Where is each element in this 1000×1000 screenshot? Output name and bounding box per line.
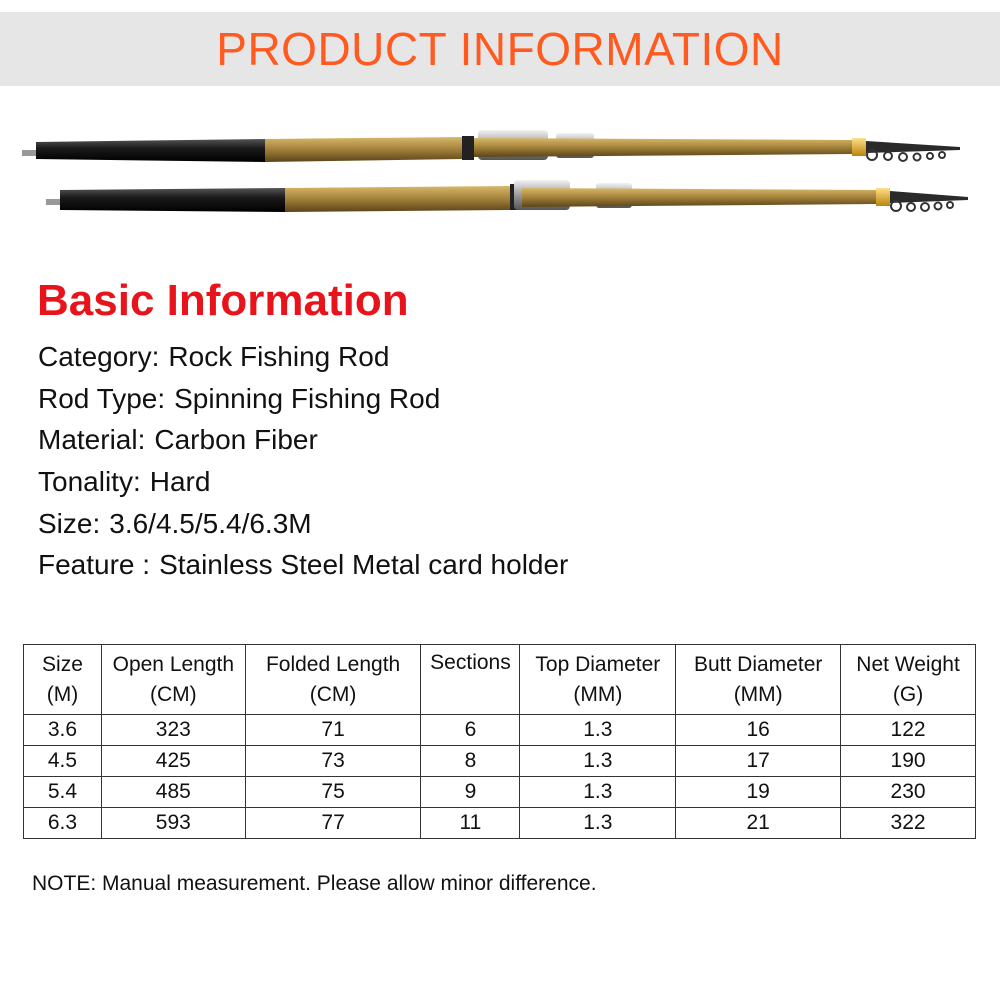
cell-net-weight: 190 xyxy=(841,746,976,777)
info-line-material: Material: Carbon Fiber xyxy=(38,424,318,456)
cell-butt-diameter: 21 xyxy=(676,808,841,839)
cell-butt-diameter: 19 xyxy=(676,777,841,808)
header-top-diameter: Top Diameter (MM) xyxy=(520,645,676,715)
header-open-length: Open Length (CM) xyxy=(101,645,245,715)
cell-butt-diameter: 16 xyxy=(676,715,841,746)
cell-open-length: 485 xyxy=(101,777,245,808)
info-line-tonality: Tonality: Hard xyxy=(38,466,211,498)
cell-open-length: 425 xyxy=(101,746,245,777)
table-header-row xyxy=(24,645,976,715)
cell-folded-length: 75 xyxy=(245,777,421,808)
fishing-rod-lower xyxy=(46,180,968,212)
cell-open-length: 323 xyxy=(101,715,245,746)
cell-folded-length: 77 xyxy=(245,808,421,839)
table-row xyxy=(24,746,976,777)
table-row xyxy=(24,777,976,808)
header-banner xyxy=(0,12,1000,86)
product-image-fishing-rods xyxy=(0,100,1000,230)
header-size: Size (M) xyxy=(24,645,102,715)
header-net-weight: Net Weight (G) xyxy=(841,645,976,715)
cell-sections: 6 xyxy=(421,715,520,746)
specification-table xyxy=(23,644,976,839)
info-line-category: Category: Rock Fishing Rod xyxy=(38,341,390,372)
measurement-note: NOTE: Manual measurement. Please allow minor difference. xyxy=(32,872,597,895)
basic-information-list xyxy=(38,336,568,586)
fishing-rod-upper xyxy=(22,130,960,162)
cell-top-diameter: 1.3 xyxy=(520,808,676,839)
header-butt-diameter: Butt Diameter (MM) xyxy=(676,645,841,715)
cell-net-weight: 322 xyxy=(841,808,976,839)
info-line-feature: Feature : Stainless Steel Metal card holder xyxy=(38,549,569,581)
cell-size: 4.5 xyxy=(24,746,102,777)
cell-size: 3.6 xyxy=(24,715,102,746)
info-line-rod-type: Rod Type: Spinning Fishing Rod xyxy=(38,382,441,414)
basic-information-heading: Basic Information xyxy=(37,276,409,325)
cell-top-diameter: 1.3 xyxy=(520,715,676,746)
cell-open-length: 593 xyxy=(101,808,245,839)
cell-net-weight: 230 xyxy=(841,777,976,808)
header-folded-length: Folded Length (CM) xyxy=(245,645,421,715)
cell-top-diameter: 1.3 xyxy=(520,777,676,808)
table-row xyxy=(24,715,976,746)
page-title: PRODUCT INFORMATION xyxy=(216,23,784,75)
cell-folded-length: 73 xyxy=(245,746,421,777)
cell-size: 6.3 xyxy=(24,808,102,839)
cell-sections: 8 xyxy=(421,746,520,777)
cell-sections: 11 xyxy=(421,808,520,839)
cell-folded-length: 71 xyxy=(245,715,421,746)
info-line-size: Size: 3.6/4.5/5.4/6.3M xyxy=(38,507,312,539)
cell-net-weight: 122 xyxy=(841,715,976,746)
cell-sections: 9 xyxy=(421,777,520,808)
header-sections: Sections xyxy=(421,645,520,715)
table-row xyxy=(24,808,976,839)
cell-butt-diameter: 17 xyxy=(676,746,841,777)
cell-size: 5.4 xyxy=(24,777,102,808)
cell-top-diameter: 1.3 xyxy=(520,746,676,777)
